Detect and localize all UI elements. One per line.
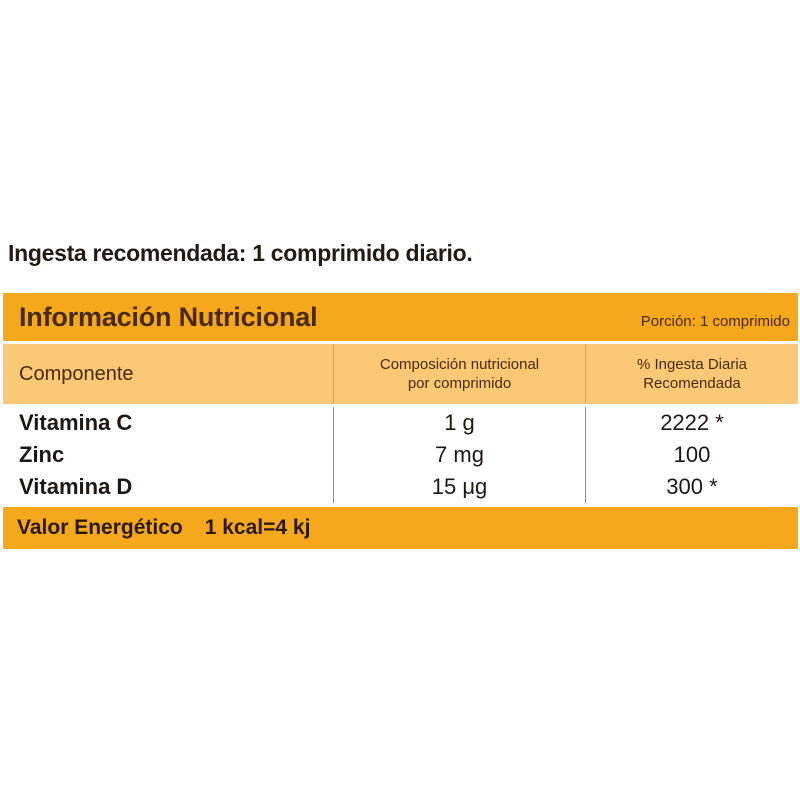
portion-label: Porción: 1 comprimido [640,312,790,330]
header-composition [333,344,585,404]
table-row [3,471,798,503]
intake-recommendation: Ingesta recomendada: 1 comprimido diario. [8,240,473,266]
nutrition-title-bar [3,293,798,341]
row-rda: 100 [585,439,798,471]
header-rda [585,344,798,404]
header-rda-line2: Recomendada [643,375,741,392]
nutrition-table [3,293,798,549]
energy-value-bar [3,507,798,549]
table-row [3,439,798,471]
header-composition-line1: Composición nutricional [379,356,540,373]
energy-label: Valor Energético [17,516,183,539]
row-amount: 15 μg [333,471,585,503]
nutrition-title: Información Nutricional [19,301,318,332]
row-component: Vitamina C [19,410,133,435]
row-rda: 300 * [585,471,798,503]
table-header-row [3,344,798,404]
row-rda: 2222 * [585,407,798,439]
table-body [3,404,798,503]
row-component: Zinc [19,442,65,467]
header-rda-line1: % Ingesta Diaria [636,356,748,373]
row-component: Vitamina D [19,474,133,499]
row-amount: 1 g [333,407,585,439]
header-composition-line2: por comprimido [407,375,512,392]
header-component: Componente [19,362,134,385]
table-row [3,407,798,439]
row-amount: 7 mg [333,439,585,471]
energy-value: 1 kcal=4 kj [204,516,311,539]
